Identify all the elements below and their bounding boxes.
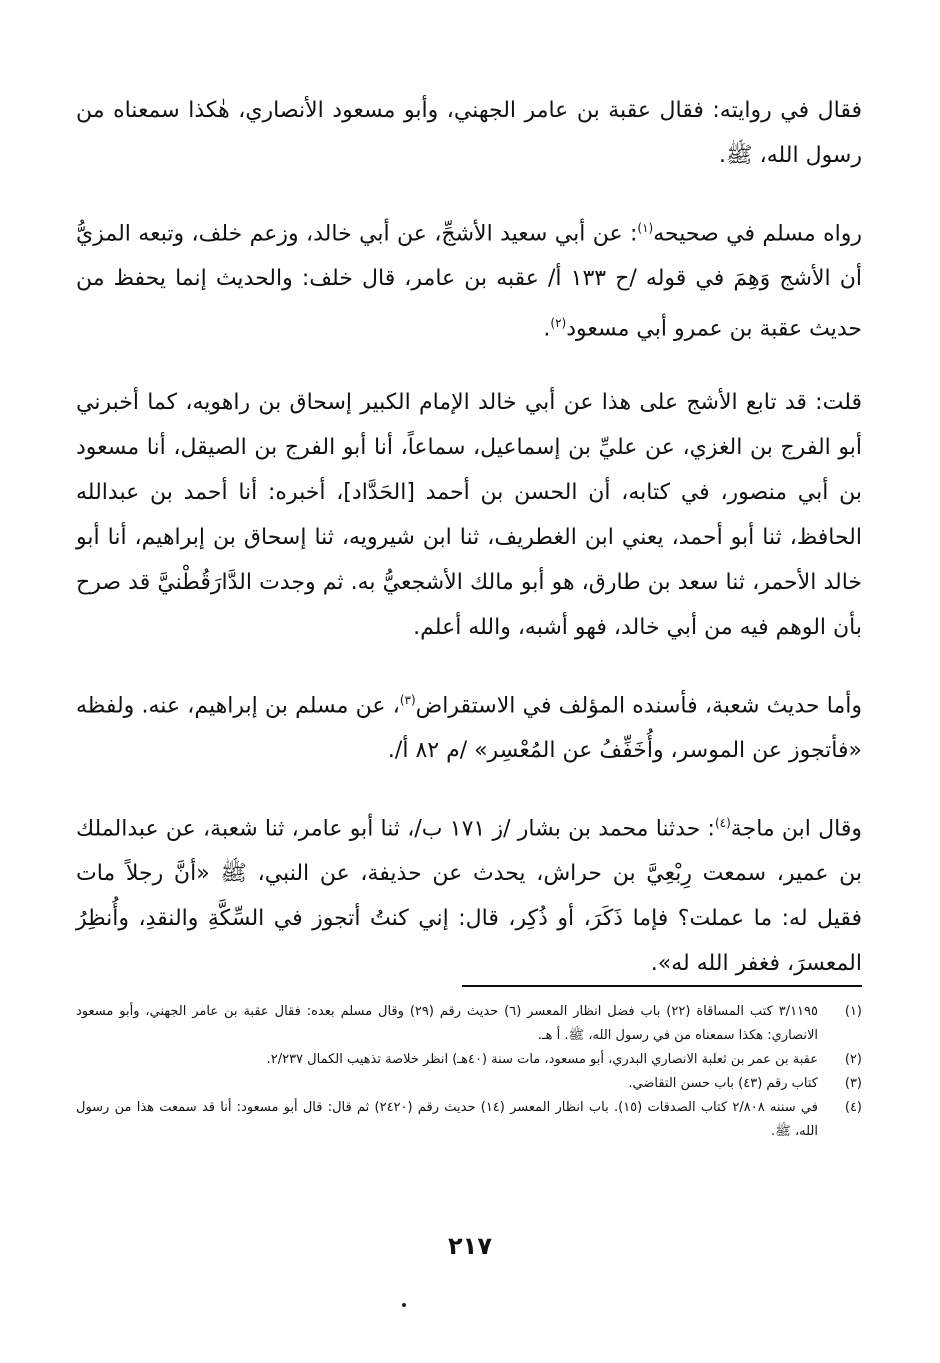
- paragraph-1-text: فقال في روايته: فقال عقبة بن عامر الجهني، وأبو مسعود الأنصاري، هٰكذا سمعناه من رسول الله، ﷺ.: [76, 98, 862, 168]
- paragraph-5: [76, 801, 862, 986]
- paragraph-4-before: وأما حديث شعبة، فأسنده المؤلف في الاستقراض: [415, 692, 862, 718]
- footnote-1-number: (١): [844, 1004, 862, 1019]
- paragraph-3: [76, 380, 862, 650]
- footnote-3-number: (٣): [844, 1076, 862, 1091]
- footnote-ref-4[interactable]: (٤): [714, 815, 731, 830]
- footnote-ref-1[interactable]: (١): [637, 221, 654, 235]
- paragraph-5-after: : حدثنا محمد بن بشار /ز ١٧١ ب/، ثنا أبو عامر، ثنا شعبة، عن عبدالملك بن عمير، سمعت رِبْعِيَّ بن حراش، يحدث عن حذيفة، عن النبي، ﷺ «أنَّ رجلاً مات فقيل له: ما عملت؟ فإما ذَكَرَ، أو ذُكِر، قال: إني كنتُ أتجوز في السِّكَّةِ والنقدِ، وأُنظِرُ المعسرَ، فغفر الله له».: [76, 816, 862, 977]
- page-number: ٢١٧: [448, 1232, 492, 1260]
- footnote-ref-2[interactable]: (٢): [550, 316, 567, 331]
- footnote-1-text: ٣/١١٩٥ كتب المساقاة (٢٢) باب فضل انظار المعسر (٦) حديث رقم (٢٩) وقال مسلم بعده: فقال عقبة بن عامر الجهني، وأبو مسعود الانصاري: هكذا سمعناه من في رسول الله، ﷺ. أ هـ.: [76, 1004, 818, 1043]
- footnote-4-text: في سننه ٢/٨٠٨ كتاب الصدقات (١٥). باب انظار المعسر (١٤) حديث رقم (٢٤٢٠) ثم قال: قال أبو مسعود: أنا قد سمعت هذا من رسول الله، ﷺ.: [76, 1100, 818, 1139]
- footnote-4: [76, 1096, 862, 1144]
- paragraph-2-after: .: [543, 316, 551, 342]
- paragraph-2-middle: : عن أبي سعيد الأشجِّ، عن أبي خالد، وزعم خلف، وتبعه المزيُّ أن الأشج وَهِمَ في قوله /ح ١٣٣ أ/ عقبه بن عامر، قال خلف: والحديث إنما يحفظ من حديث عقبة بن عمرو أبي مسعود: [76, 221, 862, 342]
- footnote-3: [76, 1072, 862, 1096]
- paragraph-2: [76, 206, 862, 352]
- paragraph-4: [76, 678, 862, 773]
- paragraph-4-after: ، عن مسلم بن إبراهيم، عنه. ولفظه «فأتجوز عن الموسر، وأُخَفِّفُ عن المُعْسِر» /م ٨٢ أ/.: [76, 692, 862, 763]
- footnote-2-number: (٢): [844, 1052, 862, 1067]
- main-text: [76, 88, 862, 1014]
- scan-speck: [402, 1303, 406, 1307]
- footnote-3-text: كتاب رقم (٤٣) باب حسن التقاضي.: [628, 1076, 818, 1091]
- footnote-ref-3[interactable]: (٣): [399, 692, 416, 707]
- paragraph-1: [76, 88, 862, 178]
- paragraph-2-before: رواه مسلم في صحيحه: [653, 221, 862, 247]
- footnote-2-text: عقبة بن عمر بن ثعلبة الانصاري البدري، أبو مسعود، مات سنة (٤٠هـ) انظر خلاصة تذهيب الكمال ٢/٢٣٧.: [266, 1052, 818, 1067]
- paragraph-5-before: وقال ابن ماجة: [730, 816, 862, 842]
- footnote-1: [76, 1000, 862, 1048]
- footnote-separator: [462, 985, 862, 987]
- footnote-4-number: (٤): [844, 1100, 862, 1115]
- footnotes: [76, 1000, 862, 1144]
- paragraph-3-text: قلت: قد تابع الأشج على هذا عن أبي خالد الإمام الكبير إسحاق بن راهويه، كما أخبرني أبو الفرج بن الغزي، عن عليِّ بن إسماعيل، سماعاً، أنا أبو الفرج بن الصيقل، أنا مسعود بن أبي منصور، في كتابه، أن الحسن بن أحمد [الحَدَّاد]، أخبره: أنا أحمد بن عبدالله الحافظ، ثنا أبو أحمد، يعني ابن الغطريف، ثنا ابن شيرويه، ثنا إسحاق بن إبراهيم، أنا أبو خالد الأحمر، ثنا سعد بن طارق، هو أبو مالك الأشجعيُّ به. ثم وجدت الدَّارَقُطْنيَّ قد صرح بأن الوهم فيه من أبي خالد، فهو أشبه، والله أعلم.: [76, 389, 862, 640]
- footnote-2: [76, 1048, 862, 1072]
